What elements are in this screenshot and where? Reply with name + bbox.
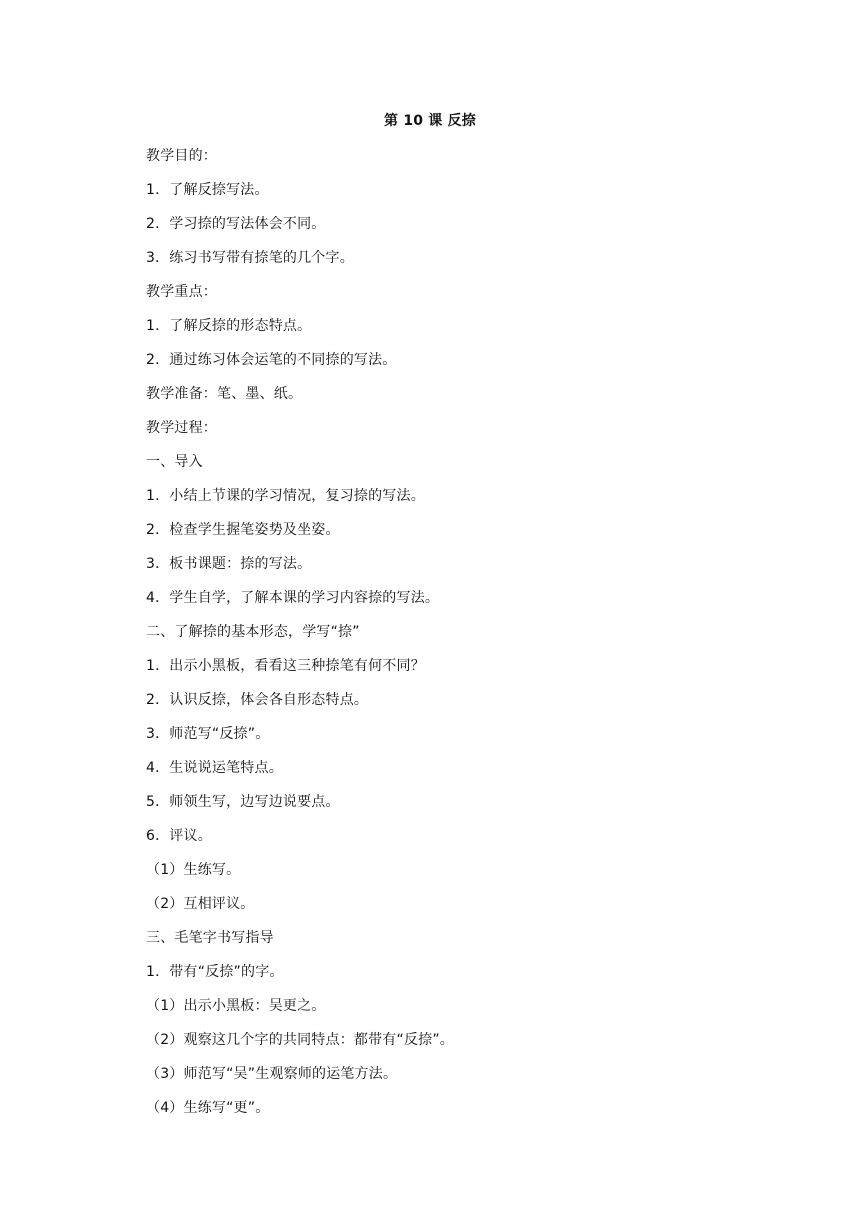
lesson-content bbox=[146, 145, 766, 1131]
text-line: （1）生练写。 bbox=[146, 862, 241, 878]
text-line: 教学重点： bbox=[146, 284, 217, 300]
text-line: 3．练习书写带有捺笔的几个字。 bbox=[146, 250, 354, 266]
text-line: 1．小结上节课的学习情况，复习捺的写法。 bbox=[146, 488, 425, 504]
text-line: 5．师领生写，边写边说要点。 bbox=[146, 794, 340, 810]
text-line: （2）互相评议。 bbox=[146, 896, 255, 912]
text-line: 1．了解反捺的形态特点。 bbox=[146, 318, 312, 334]
text-line: （1）出示小黑板：吴更之。 bbox=[146, 998, 326, 1014]
text-line: 教学过程： bbox=[146, 420, 217, 436]
text-line: 二、了解捺的基本形态，学写“捺” bbox=[146, 624, 360, 640]
text-line: 4．学生自学，了解本课的学习内容捺的写法。 bbox=[146, 590, 440, 606]
text-line: 6．评议。 bbox=[146, 828, 212, 844]
text-line: 1．出示小黑板，看看这三种捺笔有何不同？ bbox=[146, 658, 425, 674]
text-line: （3）师范写“吴”生观察师的运笔方法。 bbox=[146, 1066, 398, 1082]
text-line: 2．学习捺的写法体会不同。 bbox=[146, 216, 326, 232]
text-line: 2．认识反捺，体会各自形态特点。 bbox=[146, 692, 369, 708]
lesson-title: 第 10 课 反捺 bbox=[384, 113, 476, 129]
text-line: 4．生说说运笔特点。 bbox=[146, 760, 283, 776]
text-line: 1．了解反捺写法。 bbox=[146, 182, 269, 198]
text-line: 一、导入 bbox=[146, 454, 203, 470]
text-line: （4）生练写“更”。 bbox=[146, 1100, 270, 1116]
text-line: 三、毛笔字书写指导 bbox=[146, 930, 274, 946]
text-line: 3．板书课题：捺的写法。 bbox=[146, 556, 312, 572]
text-line: 1．带有“反捺”的字。 bbox=[146, 964, 284, 980]
text-line: 2．通过练习体会运笔的不同捺的写法。 bbox=[146, 352, 397, 368]
text-line: 2．检查学生握笔姿势及坐姿。 bbox=[146, 522, 340, 538]
text-line: 教学目的： bbox=[146, 148, 217, 164]
text-line: （2）观察这几个字的共同特点：都带有“反捺”。 bbox=[146, 1032, 455, 1048]
text-line: 3．师范写“反捺”。 bbox=[146, 726, 270, 742]
text-line: 教学准备：笔、墨、纸。 bbox=[146, 386, 303, 402]
